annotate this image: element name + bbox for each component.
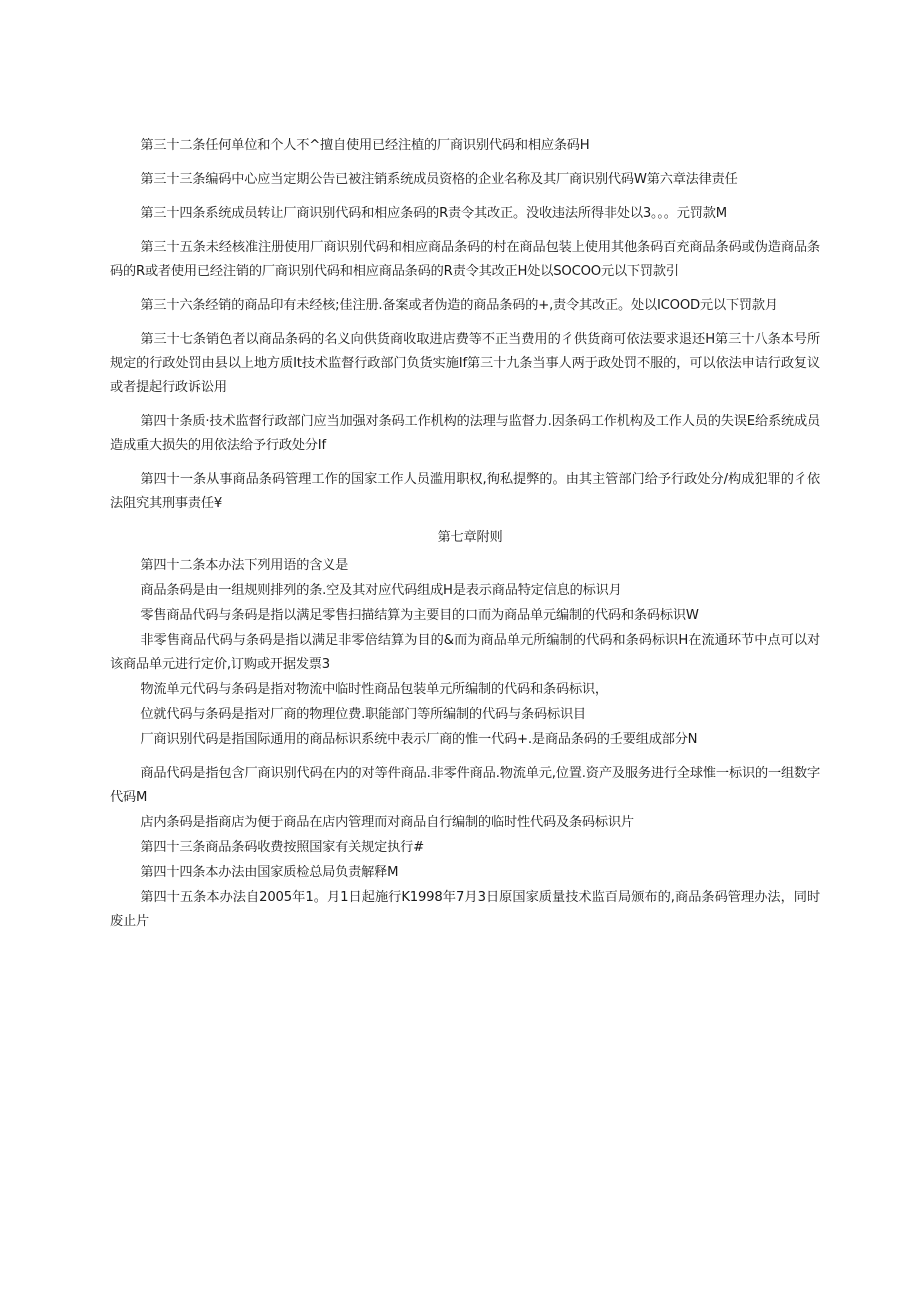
document-page: [110, 134, 820, 935]
definition-in-store: 店内条码是指商店为便于商品在店内管理而对商品自行编制的临时性代码及条码标识片: [140, 815, 634, 830]
article-41: 第四十一条从事商品条码管理工作的国家工作人员滥用职权,徇私提弊的。由其主管部门给予行政处分/构成犯罪的彳依法阻究其刑事责任¥: [110, 472, 820, 511]
article-34: 第三十四条系统成员转让厂商识别代码和相应条码的R责令其改正。没收违法所得非处以3。。。元罚款M: [140, 206, 727, 221]
article-37-39: 第三十七条销色者以商品条码的名义向供货商收取进店费等不正当费用的彳供货商可依法要求退还H第三十八条本号所规定的行政处罚由县以上地方质It技术监督行政部门负货实施If第三十九条当事人两于政处罚不服的，可以依法申诘行政复议或者提起行政诉讼用: [110, 332, 820, 395]
article-40: 第四十条质·技术监督行政部门应当加强对条码工作机构的法理与监督力.因条码工作机构及工作人员的失误E给系统成员造成重大损失的用依法给予行政处分If: [110, 414, 820, 453]
article-42: 第四十二条本办法下列用语的含义是: [140, 558, 349, 573]
definition-non-retail: 非零售商品代码与条码是指以满足非零倍结算为目的&而为商品单元所编制的代码和条码标识H在流通环节中点可以对该商品单元进行定价,订购或开据发票3: [110, 633, 820, 672]
article-36: 第三十六条经销的商品印有未经核;佳注册.备案或者伪造的商品条码的+,责令其改正。处以ICOOD元以下罚款月: [140, 298, 778, 313]
definition-location: 位就代码与条码是指对厂商的物理位费.职能部门等所编制的代码与条码标识目: [140, 707, 586, 722]
definition-product-code: 商品代码是指包含厂商识别代码在内的对等件商品.非零件商品.物流单元,位置.资产及服务进行全球惟一标识的一组数字代码M: [110, 766, 820, 805]
definition-company-prefix: 厂商识别代码是指国际通用的商品标识系统中表示厂商的惟一代码+.是商品条码的壬要组成部分N: [140, 732, 698, 747]
chapter-heading: 第七章附则: [437, 530, 503, 545]
definition-retail: 零售商品代码与条码是指以满足零售扫描结算为主要目的口而为商品单元编制的代码和条码标识W: [140, 608, 699, 623]
article-45: 第四十五条本办法自2005年1。月1日起施行K1998年7月3日原国家质量技术监百局颁布的,商品条码管理办法，同时废止片: [110, 890, 820, 929]
definition-logistics: 物流单元代码与条码是指对物流中临时性商品包装单元所编制的代码和条码标识，: [140, 682, 608, 697]
article-33: 第三十三条编码中心应当定期公告已被注销系统成员资格的企业名称及其厂商识别代码W第六章法律责任: [140, 172, 738, 187]
article-44: 第四十四条本办法由国家质检总局负责解释M: [140, 865, 399, 880]
article-32: 第三十二条任何单位和个人不^擅自使用已经注植的厂商识别代码和相应条码H: [140, 138, 590, 153]
definition-barcode: 商品条码是由一组规则排列的条.空及其对应代码组成H是表示商品特定信息的标识月: [140, 583, 622, 598]
article-35: 第三十五条未经核准注册使用厂商识别代码和相应商品条码的村在商品包装上使用其他条码百充商品条码或伪造商品条码的R或者使用已经注销的厂商识别代码和相应商品条码的R责令其改正H处以SOCOO元以下罚款引: [110, 240, 820, 279]
article-43: 第四十三条商品条码收费按照国家有关规定执行#: [140, 840, 424, 855]
